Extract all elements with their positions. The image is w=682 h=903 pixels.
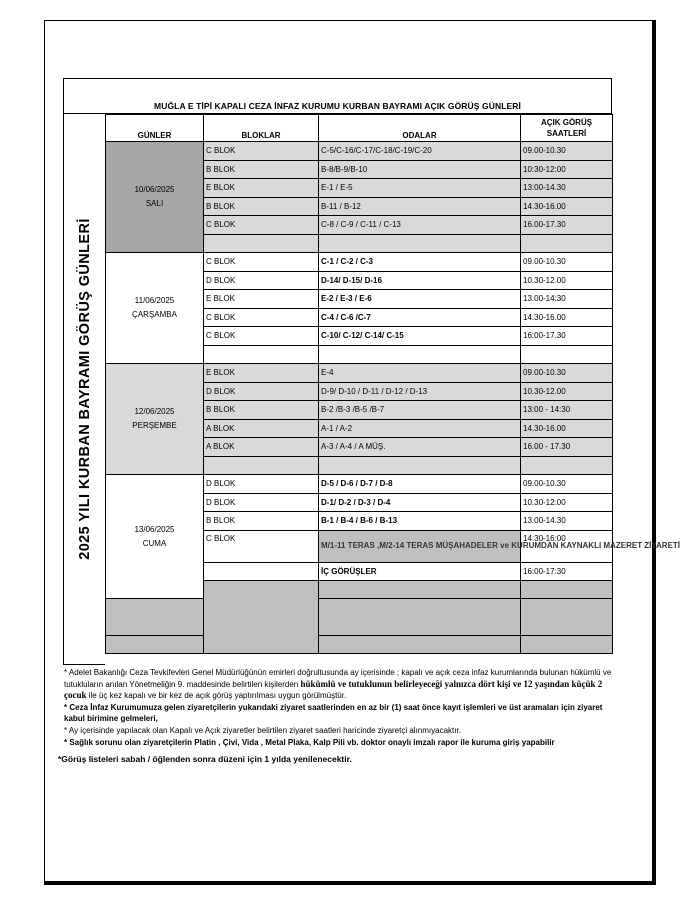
saat-cell: 10:30-12:00 — [521, 160, 613, 179]
day-name: CUMA — [142, 538, 167, 548]
ic-gorusler-cell: İÇ GÖRÜŞLER — [319, 562, 521, 581]
blok-cell: E BLOK — [204, 179, 319, 198]
saat-cell: 14.30-16.00 — [521, 197, 613, 216]
blok-cell: D BLOK — [204, 271, 319, 290]
oda-cell: E-4 — [319, 364, 521, 383]
blok-cell: C BLOK — [204, 530, 319, 562]
saat-cell: 13:00 - 14:30 — [521, 401, 613, 420]
saat-cell: 10.30-12:00 — [521, 493, 613, 512]
saat-cell: 13:00-14.30 — [521, 179, 613, 198]
header-row — [106, 115, 613, 142]
blok-cell: B BLOK — [204, 512, 319, 531]
blok-cell: D BLOK — [204, 382, 319, 401]
blok-cell: D BLOK — [204, 475, 319, 494]
blok-cell: C BLOK — [204, 142, 319, 161]
day-date: 11/06/2025 — [134, 296, 175, 305]
saat-cell: 16.00 - 17.30 — [521, 438, 613, 457]
oda-cell: D-9/ D-10 / D-11 / D-12 / D-13 — [319, 382, 521, 401]
saat-cell: 16:00-17.30 — [521, 327, 613, 346]
note-1-part-b: hükümlü ve tutuklunun belirleyeceği yalnızca dört kişi ve 12 yaşından küçük 2 çocuk — [64, 678, 603, 701]
saat-cell: 09.00-10.30 — [521, 475, 613, 494]
saat-cell: 14:30-16:00 — [521, 530, 613, 562]
note-4: * Sağlık sorunu olan ziyaretçilerin Platin , Çivi, Vida , Metal Plaka, Kalp Pili vb. doktor onaylı imzalı rapor ile kuruma giriş yapabilir — [64, 737, 555, 747]
saat-cell: 13.00-14:30 — [521, 290, 613, 309]
note-1-part-a: * Adelet Bakanlığı Ceza Tevkifevleri Genel Müdürlüğünün emirleri doğrultusunda ay içerisinde ; kapalı ve açık ceza infaz kurumlarında bulunan hükümlü ve tutukluların anılan Yönetmeliğin 9. maddesinde belirtilen kişilerden — [64, 668, 612, 689]
blok-cell: C BLOK — [204, 216, 319, 235]
blok-cell: E BLOK — [204, 290, 319, 309]
saat-cell: 09.00-10.30 — [521, 253, 613, 272]
oda-cell: B-2 /B-3 /B-5 /B-7 — [319, 401, 521, 420]
saat-cell: 14.30-16.00 — [521, 308, 613, 327]
saat-cell: 16:00-17:30 — [521, 562, 613, 581]
saat-cell: 10.30-12.00 — [521, 382, 613, 401]
blok-cell: E BLOK — [204, 364, 319, 383]
note-1 — [64, 667, 612, 702]
blok-cell: B BLOK — [204, 401, 319, 420]
blok-cell: B BLOK — [204, 160, 319, 179]
oda-cell: C-5/C-16/C-17/C-18/C-19/C-20 — [319, 142, 521, 161]
empty-row — [106, 599, 613, 636]
note-5: *Görüş listeleri sabah / öğlenden sonra düzeni için 1 yılda yenilenecektir. — [58, 754, 352, 765]
day-name: PERŞEMBE — [132, 421, 177, 430]
saat-cell: 13.00-14.30 — [521, 512, 613, 531]
blok-cell: B BLOK — [204, 197, 319, 216]
day-name: ÇARŞAMBA — [132, 310, 177, 319]
saat-cell: 09.00-10.30 — [521, 142, 613, 161]
oda-cell: A-1 / A-2 — [319, 419, 521, 438]
oda-cell: C-4 / C-6 /C-7 — [319, 308, 521, 327]
header-saatler-line1: AÇIK GÖRÜŞ — [540, 118, 593, 127]
table-row — [106, 253, 613, 272]
saat-cell: 16.00-17.30 — [521, 216, 613, 235]
oda-note-cell: M/1-11 TERAS ,M/2-14 TERAS MÜŞAHADELER ve KURUMDAN KAYNAKLI MAZERET ZİYARETİ — [319, 530, 521, 562]
saat-cell: 14.30-16.00 — [521, 419, 613, 438]
oda-cell: C-10/ C-12/ C-14/ C-15 — [319, 327, 521, 346]
blok-cell: D BLOK — [204, 493, 319, 512]
day-cell-1 — [106, 142, 204, 253]
oda-cell: C-1 / C-2 / C-3 — [319, 253, 521, 272]
day-name: SALI — [145, 199, 164, 208]
header-saatler-line2: SAATLERİ — [546, 129, 587, 138]
table-row — [106, 364, 613, 383]
saat-cell: 10.30-12.00 — [521, 271, 613, 290]
oda-cell: D-1/ D-2 / D-3 / D-4 — [319, 493, 521, 512]
blok-cell: C BLOK — [204, 308, 319, 327]
oda-cell: B-8/B-9/B-10 — [319, 160, 521, 179]
blok-cell: C BLOK — [204, 327, 319, 346]
oda-cell: B-11 / B-12 — [319, 197, 521, 216]
day-cell-3 — [106, 364, 204, 475]
day-date: 10/06/2025 — [134, 185, 175, 194]
header-saatler — [521, 115, 613, 142]
day-cell-2 — [106, 253, 204, 364]
schedule-table — [105, 114, 681, 654]
oda-cell: D-14/ D-15/ D-16 — [319, 271, 521, 290]
oda-cell: B-1 / B-4 / B-6 / B-13 — [319, 512, 521, 531]
side-title: 2025 YILI KURBAN BAYRAMI GÖRÜŞ GÜNLERİ — [76, 218, 93, 560]
header-gunler: GÜNLER — [106, 115, 204, 142]
title-box — [63, 78, 612, 114]
blok-cell: C BLOK — [204, 253, 319, 272]
side-title-box — [63, 114, 105, 665]
blok-cell: A BLOK — [204, 419, 319, 438]
empty-row — [106, 636, 613, 654]
saat-cell: 09.00-10.30 — [521, 364, 613, 383]
note-3: * Ay içerisinde yapılacak olan Kapalı ve Açık ziyaretler belirtilen ziyaret saatleri haricinde ziyaretçi alınmıyacaktır. — [64, 725, 461, 735]
oda-cell: A-3 / A-4 / A MÜŞ. — [319, 438, 521, 457]
day-cell-4 — [106, 475, 204, 599]
day-date: 12/06/2025 — [134, 407, 175, 416]
oda-cell: E-1 / E-5 — [319, 179, 521, 198]
footer-notes — [58, 667, 612, 766]
table-row — [106, 142, 613, 161]
header-bloklar: BLOKLAR — [204, 115, 319, 142]
blok-cell: A BLOK — [204, 438, 319, 457]
note-2: * Ceza İnfaz Kurumumuza gelen ziyaretçilerin yukarıdaki ziyaret saatlerinden en az bir (1) saat önce kayıt işlemleri ve üst aramaları için ziyaret kabul birimine gelmeleri, — [64, 702, 603, 724]
oda-cell: D-5 / D-6 / D-7 / D-8 — [319, 475, 521, 494]
table-row — [106, 475, 613, 494]
header-odalar: ODALAR — [319, 115, 521, 142]
note-1-part-c: ile üç kez kapalı ve bir kez de açık görüş yaptırılması uygun görülmüştür. — [88, 691, 347, 701]
oda-cell: E-2 / E-3 / E-6 — [319, 290, 521, 309]
day-date: 13/06/2025 — [134, 524, 175, 534]
page-title: MUĞLA E TİPİ KAPALI CEZA İNFAZ KURUMU KURBAN BAYRAMI AÇIK GÖRÜŞ GÜNLERİ — [154, 101, 521, 111]
oda-cell: C-8 / C-9 / C-11 / C-13 — [319, 216, 521, 235]
